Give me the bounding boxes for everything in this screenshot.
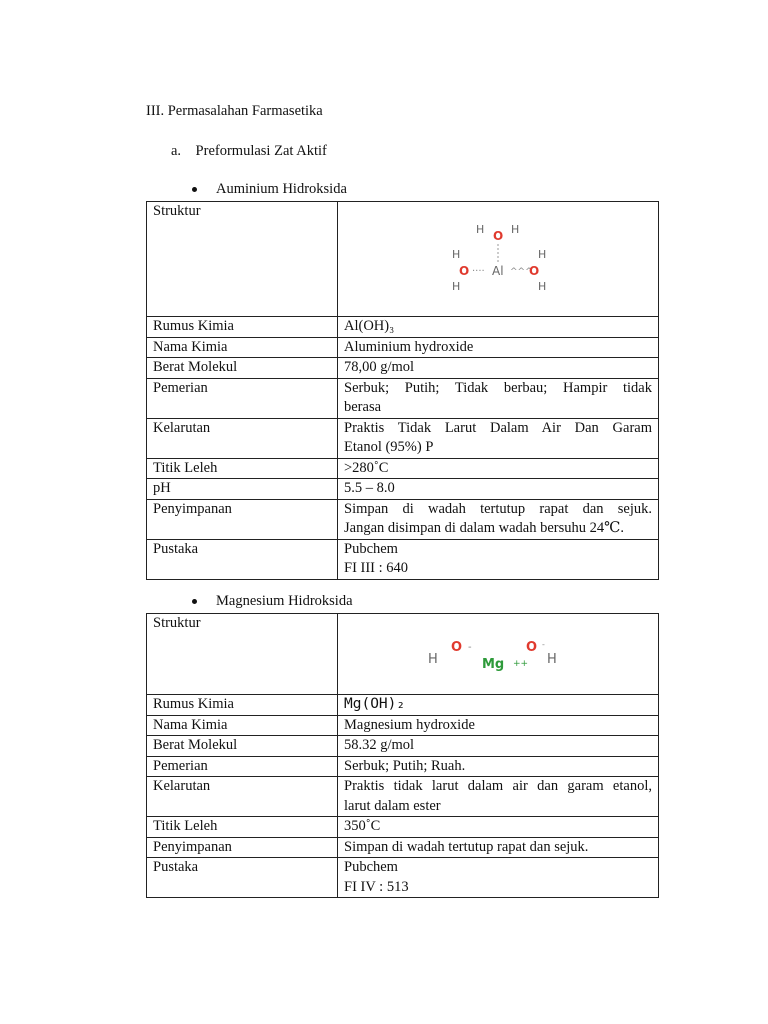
row-label: Rumus Kimia bbox=[147, 695, 338, 716]
row-value bbox=[338, 378, 659, 418]
row-label: Nama Kimia bbox=[147, 715, 338, 736]
value-line: Jangan disimpan di dalam wadah bersuhu 24℃. bbox=[344, 520, 624, 536]
atom-o: O bbox=[459, 264, 470, 278]
row-value: Simpan di wadah tertutup rapat dan sejuk. bbox=[338, 837, 659, 858]
row-label: Penyimpanan bbox=[147, 499, 338, 539]
row-label: Nama Kimia bbox=[147, 337, 338, 358]
magnesium-structure-cell bbox=[338, 614, 659, 695]
row-label: Pemerian bbox=[147, 756, 338, 777]
atom-h: H bbox=[452, 280, 461, 293]
table-row bbox=[147, 539, 659, 579]
table-row bbox=[147, 858, 659, 898]
value-line: Serbuk; Putih; Tidak berbau; Hampir tidak bbox=[344, 379, 652, 396]
value-line: Pubchem bbox=[344, 540, 398, 557]
table-row bbox=[147, 458, 659, 479]
table-row bbox=[147, 479, 659, 500]
section-heading: III. Permasalahan Farmasetika bbox=[146, 103, 323, 119]
row-value: Serbuk; Putih; Ruah. bbox=[338, 756, 659, 777]
row-label: Rumus Kimia bbox=[147, 317, 338, 338]
magnesium-hydroxide-structure bbox=[338, 614, 658, 693]
atom-h: H bbox=[538, 248, 547, 261]
table-row bbox=[147, 499, 659, 539]
bond: ^^^ bbox=[510, 267, 533, 277]
value-line: FI III : 640 bbox=[344, 560, 409, 576]
row-value bbox=[338, 418, 659, 458]
table-row bbox=[147, 756, 659, 777]
sub-heading: a. Preformulasi Zat Aktif bbox=[171, 143, 327, 159]
table-row bbox=[147, 715, 659, 736]
row-label: pH bbox=[147, 479, 338, 500]
compound-title-aluminium: Auminium Hidroksida bbox=[216, 181, 347, 197]
value-line: Pubchem bbox=[344, 859, 398, 875]
row-label: Struktur bbox=[147, 202, 338, 317]
row-value: 58.32 g/mol bbox=[338, 736, 659, 757]
row-value: 78,00 g/mol bbox=[338, 358, 659, 379]
charge-plus: ++ bbox=[513, 659, 529, 669]
row-label: Berat Molekul bbox=[147, 736, 338, 757]
atom-h: H bbox=[538, 280, 547, 293]
row-label: Pustaka bbox=[147, 858, 338, 898]
row-value: 5.5 – 8.0 bbox=[338, 479, 659, 500]
row-label: Pustaka bbox=[147, 539, 338, 579]
atom-h: H bbox=[476, 223, 485, 236]
row-value: >280˚C bbox=[338, 458, 659, 479]
table-row bbox=[147, 358, 659, 379]
value-line: Simpan di wadah tertutup rapat dan sejuk. bbox=[344, 500, 652, 517]
atom-h: H bbox=[428, 652, 438, 667]
charge-minus: - bbox=[468, 642, 472, 653]
compound-title-magnesium: Magnesium Hidroksida bbox=[216, 593, 353, 609]
atom-o: O bbox=[526, 640, 538, 655]
row-value bbox=[338, 539, 659, 579]
atom-al: Al bbox=[492, 264, 504, 278]
row-label: Kelarutan bbox=[147, 418, 338, 458]
row-value bbox=[338, 499, 659, 539]
atom-o: O bbox=[451, 640, 463, 655]
row-label: Titik Leleh bbox=[147, 817, 338, 838]
row-value: Al(OH)₃ bbox=[338, 317, 659, 338]
atom-o: O bbox=[493, 229, 504, 243]
value-line: larut dalam ester bbox=[344, 797, 441, 814]
bond: ···· bbox=[472, 266, 485, 277]
row-label: Pemerian bbox=[147, 378, 338, 418]
table-row bbox=[147, 777, 659, 817]
atom-h: H bbox=[547, 652, 557, 667]
atom-mg: Mg bbox=[482, 657, 505, 672]
table-row bbox=[147, 695, 659, 716]
row-value: Magnesium hydroxide bbox=[338, 715, 659, 736]
magnesium-property-table bbox=[146, 613, 659, 898]
value-line: Praktis Tidak Larut Dalam Air Dan Garam bbox=[344, 419, 652, 436]
aluminium-hydroxide-structure bbox=[338, 202, 658, 315]
aluminium-structure-cell bbox=[338, 202, 659, 317]
row-label: Struktur bbox=[147, 614, 338, 695]
table-row bbox=[147, 418, 659, 458]
table-row bbox=[147, 817, 659, 838]
value-line: Praktis tidak larut dalam air dan garam etanol, bbox=[344, 778, 652, 794]
row-label: Penyimpanan bbox=[147, 837, 338, 858]
row-value bbox=[338, 777, 659, 817]
atom-h: H bbox=[511, 223, 520, 236]
value-line: FI IV : 513 bbox=[344, 878, 409, 895]
table-row bbox=[147, 614, 659, 695]
table-row bbox=[147, 378, 659, 418]
bullet-icon bbox=[192, 187, 197, 192]
row-value: 350˚C bbox=[338, 817, 659, 838]
row-value bbox=[338, 858, 659, 898]
charge-minus: - bbox=[542, 640, 545, 649]
table-row bbox=[147, 837, 659, 858]
table-row bbox=[147, 736, 659, 757]
row-label: Titik Leleh bbox=[147, 458, 338, 479]
aluminium-property-table bbox=[146, 201, 659, 580]
atom-h: H bbox=[452, 248, 461, 261]
table-row bbox=[147, 337, 659, 358]
bullet-icon bbox=[192, 599, 197, 604]
table-row bbox=[147, 202, 659, 317]
row-value: Aluminium hydroxide bbox=[338, 337, 659, 358]
table-row bbox=[147, 317, 659, 338]
row-label: Berat Molekul bbox=[147, 358, 338, 379]
atom-o: O bbox=[529, 264, 540, 278]
row-value: Mg(OH)₂ bbox=[338, 695, 659, 716]
row-label: Kelarutan bbox=[147, 777, 338, 817]
value-line: Etanol (95%) P bbox=[344, 439, 434, 455]
value-line: berasa bbox=[344, 399, 382, 415]
